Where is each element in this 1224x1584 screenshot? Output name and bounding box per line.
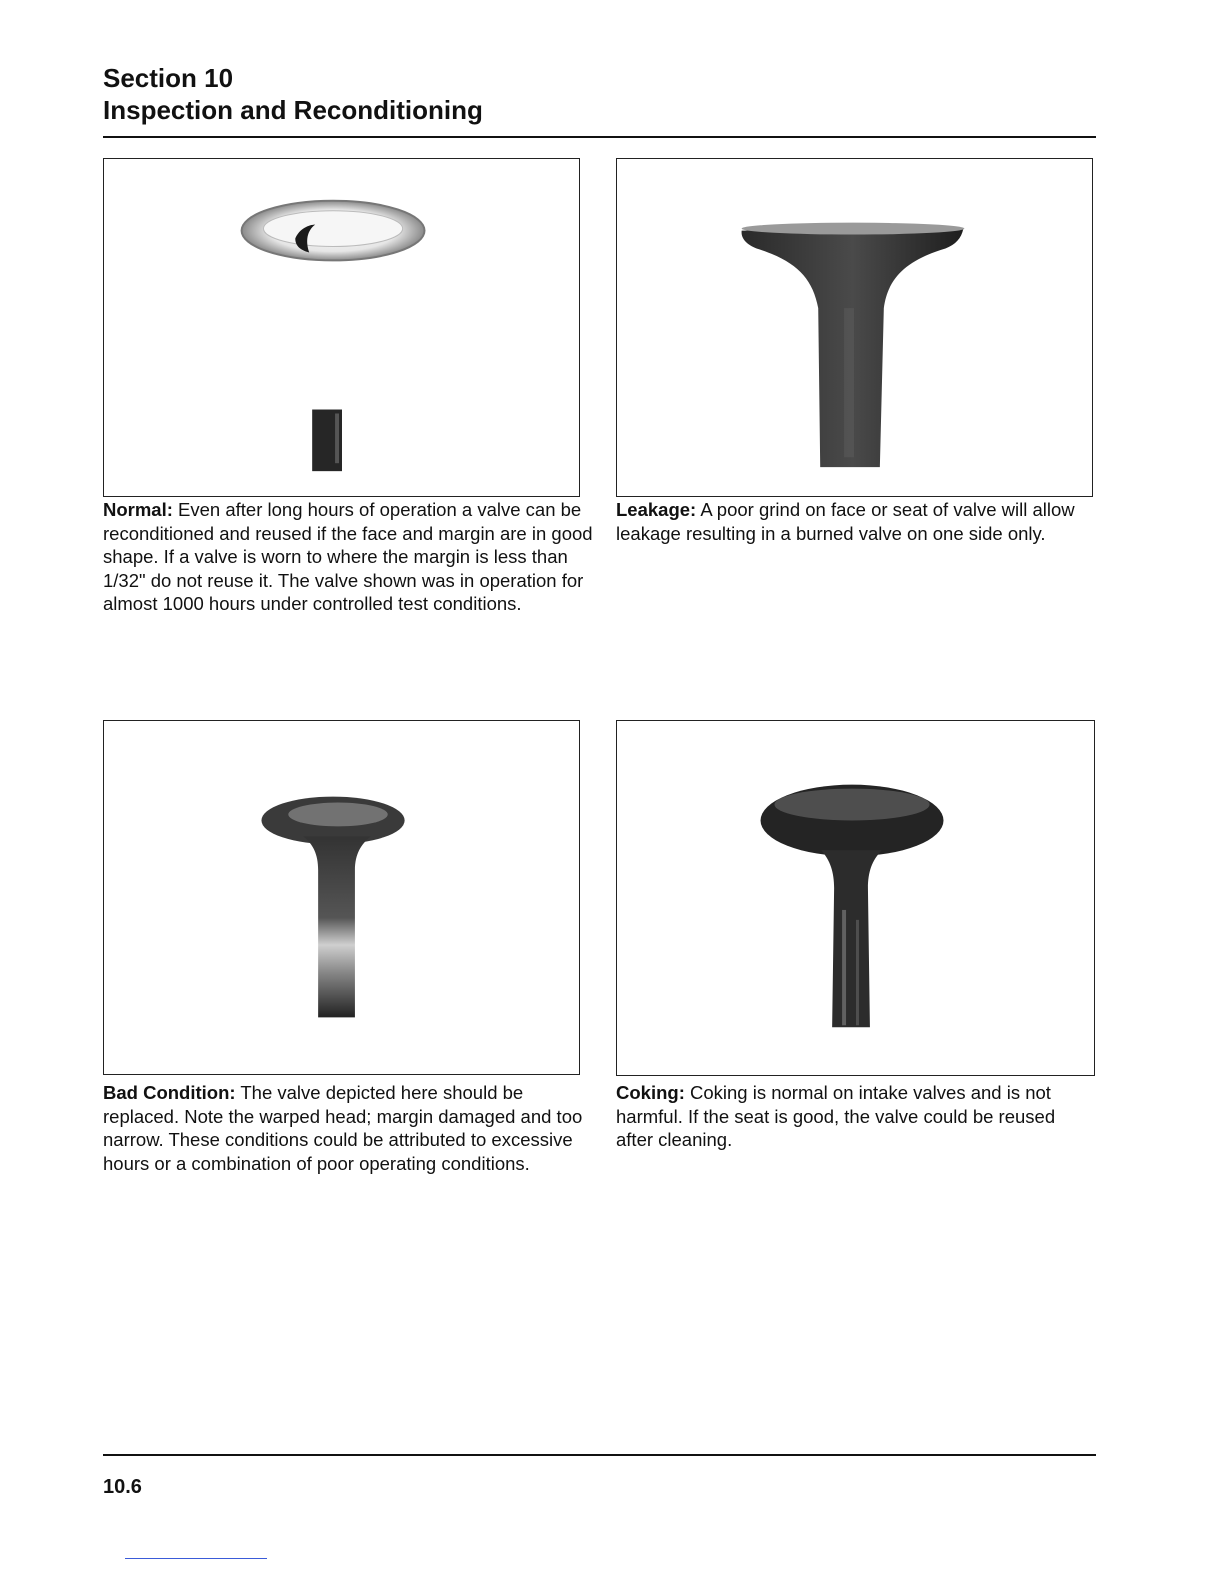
leakage-valve-illustration bbox=[617, 159, 1092, 496]
valve-photo-coking bbox=[616, 720, 1095, 1076]
caption-bad-condition bbox=[103, 1081, 593, 1175]
normal-valve-illustration bbox=[104, 159, 579, 496]
valve-photo-normal bbox=[103, 158, 580, 497]
valve-photo-bad-condition bbox=[103, 720, 580, 1075]
caption-normal bbox=[103, 498, 593, 616]
caption-text: Coking is normal on intake valves and is not harmful. If the seat is good, the valve could be reused after cleaning. bbox=[616, 1082, 1056, 1151]
section-number: Section 10 bbox=[103, 63, 234, 93]
caption-text: Even after long hours of operation a valve can be reconditioned and reused if the face and margin are in good shape. If a valve is worn to where the margin is less than 1/32" do not reuse it. The valve shown was in operation for almost 1000 hours under controlled test conditions. bbox=[103, 499, 593, 615]
caption-label: Normal: bbox=[103, 499, 173, 520]
caption-text: The valve depicted here should be replaced. Note the warped head; margin damaged and too narrow. These conditions could be attributed to excessive hours or a combination of poor operating conditions. bbox=[103, 1082, 583, 1174]
section-title: Inspection and Reconditioning bbox=[103, 95, 483, 125]
footer-link-underline bbox=[125, 1558, 267, 1559]
caption-label: Bad Condition: bbox=[103, 1082, 236, 1103]
coking-valve-illustration bbox=[617, 721, 1094, 1075]
valve-photo-leakage bbox=[616, 158, 1093, 497]
caption-leakage bbox=[616, 498, 1096, 545]
caption-label: Leakage: bbox=[616, 499, 697, 520]
header-rule bbox=[103, 136, 1096, 138]
page-header bbox=[103, 62, 483, 126]
bad-condition-valve-illustration bbox=[104, 721, 579, 1074]
caption-text: A poor grind on face or seat of valve will allow leakage resulting in a burned valve on one side only. bbox=[616, 499, 1075, 544]
caption-coking bbox=[616, 1081, 1096, 1152]
footer-rule bbox=[103, 1454, 1096, 1456]
caption-label: Coking: bbox=[616, 1082, 685, 1103]
page-number: 10.6 bbox=[103, 1476, 142, 1498]
